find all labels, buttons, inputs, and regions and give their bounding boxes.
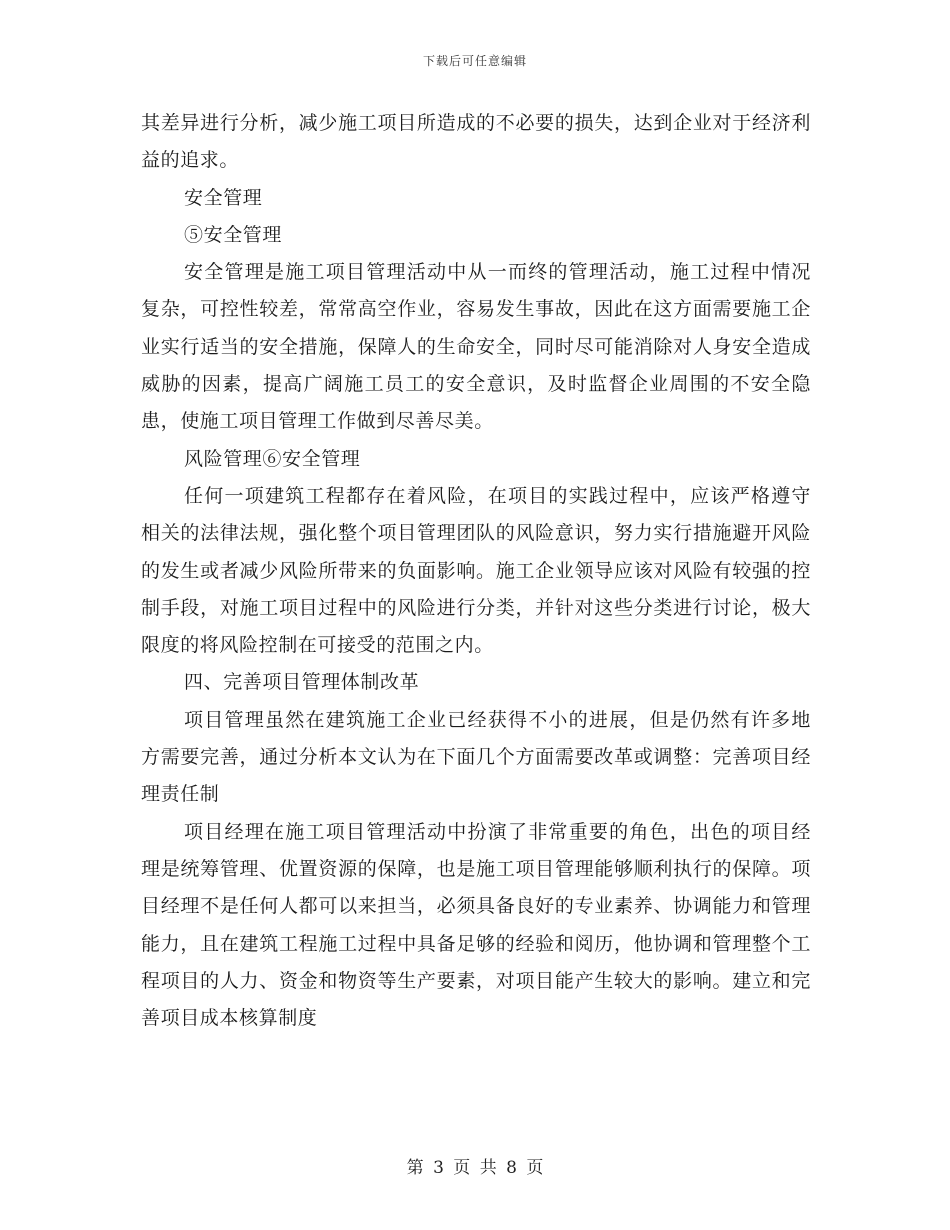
paragraph-risk-management: 任何一项建筑工程都存在着风险，在项目的实践过程中，应该严格遵守相关的法律法规，强化整个项目管理团队的风险意识，努力实行措施避开风险的发生或者减少风险所带来的负面影响。施工企业领导应该对风险有较强的控制手段，对施工项目过程中的风险进行分类，并针对这些分类进行讨论，极大限度的将风险控制在可接受的范围之内。 bbox=[141, 484, 811, 657]
subheading-safety-management: ⑤安全管理 bbox=[184, 223, 283, 246]
paragraph-reform-intro: 项目管理虽然在建筑施工企业已经获得不小的进展，但是仍然有许多地方需要完善，通过分析本文认为在下面几个方面需要改革或调整：完善项目经理责任制 bbox=[141, 708, 811, 806]
heading-section-four: 四、完善项目管理体制改革 bbox=[184, 671, 420, 694]
heading-safety-management: 安全管理 bbox=[184, 186, 263, 209]
paragraph-safety-management: 安全管理是施工项目管理活动中从一而终的管理活动，施工过程中情况复杂，可控性较差，常常高空作业，容易发生事故，因此在这方面需要施工企业实行适当的安全措施，保障人的生命安全，同时尽可能消除对人身安全造成威胁的因素，提高广阔施工员工的安全意识，及时监督企业周围的不安全隐患，使施工项目管理工作做到尽善尽美。 bbox=[141, 261, 811, 433]
paragraph-project-manager: 项目经理在施工项目管理活动中扮演了非常重要的角色，出色的项目经理是统筹管理、优置资源的保障，也是施工项目管理能够顺利执行的保障。项目经理不是任何人都可以来担当，必须具备良好的专业素养、协调能力和管理能力，且在建筑工程施工过程中具备足够的经验和阅历，他协调和管理整个工程项目的人力、资金和物资等生产要素，对项目能产生较大的影响。建立和完善项目成本核算制度 bbox=[141, 820, 811, 1030]
document-body bbox=[141, 105, 811, 1037]
paragraph-continuation: 其差异进行分析，减少施工项目所造成的不必要的损失，达到企业对于经济利益的追求。 bbox=[141, 112, 811, 172]
heading-risk-management: 风险管理⑥安全管理 bbox=[184, 447, 361, 470]
page-header: 下载后可任意编辑 bbox=[422, 54, 527, 68]
page-number-footer: 第 3 页 共 8 页 bbox=[406, 1158, 544, 1178]
